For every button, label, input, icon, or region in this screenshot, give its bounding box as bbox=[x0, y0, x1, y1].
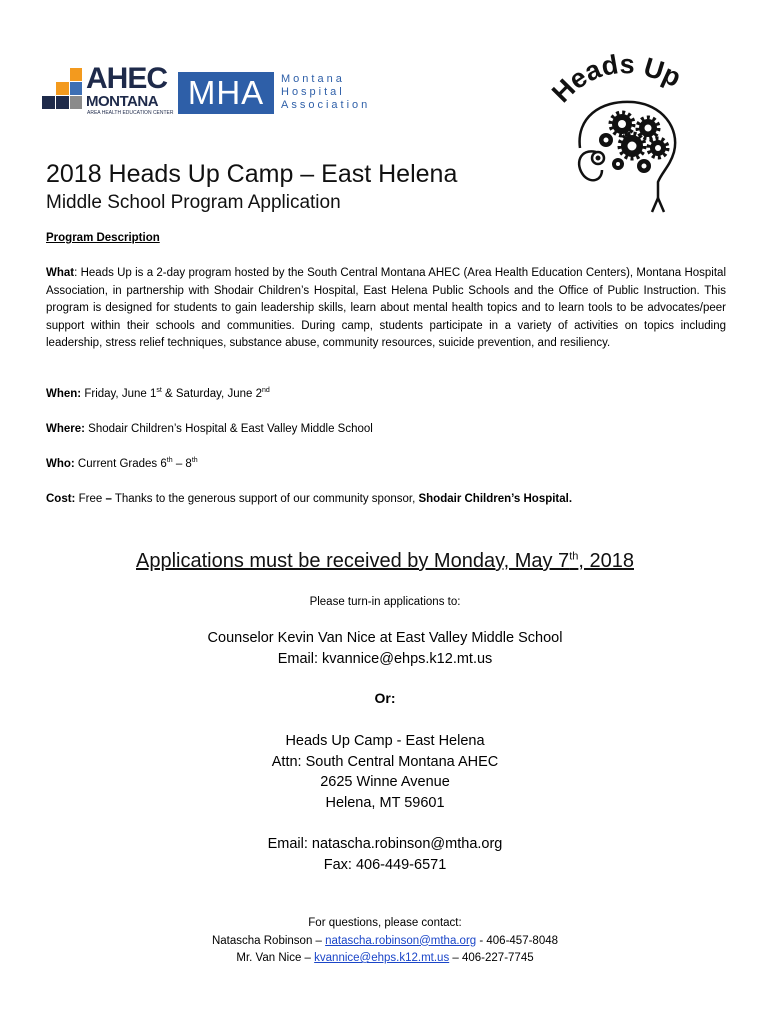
ahec-fax: Fax: 406-449-6571 bbox=[323, 856, 447, 873]
deadline-sup: th bbox=[569, 550, 579, 563]
who-text: – 8 bbox=[172, 458, 192, 470]
turn-in-instructions: Please turn-in applications to: bbox=[309, 596, 461, 608]
contact-phone: - 406-457-8048 bbox=[476, 934, 559, 947]
cost-dash: – bbox=[105, 493, 112, 505]
ahec-montana-logo bbox=[40, 62, 180, 118]
what-paragraph bbox=[46, 265, 726, 353]
page-subtitle: Middle School Program Application bbox=[46, 192, 341, 213]
cost-label: Cost: bbox=[46, 493, 76, 505]
cost-sponsor: Shodair Children’s Hospital. bbox=[418, 493, 573, 505]
questions-contacts bbox=[0, 915, 770, 968]
page-title: 2018 Heads Up Camp – East Helena bbox=[46, 160, 458, 188]
who-line bbox=[46, 456, 198, 474]
deadline-text: , 2018 bbox=[578, 550, 634, 572]
cost-text: Free bbox=[75, 493, 106, 505]
ahec-logo-state: MONTANA bbox=[86, 93, 159, 110]
when-label: When: bbox=[46, 388, 82, 400]
mha-logo-line: Association bbox=[281, 99, 371, 111]
contact-phone: – 406-227-7745 bbox=[449, 952, 534, 964]
heads-up-logo bbox=[540, 48, 700, 228]
address-line: Heads Up Camp - East Helena bbox=[285, 733, 485, 749]
mha-logo-text bbox=[281, 73, 370, 112]
address-line: Attn: South Central Montana AHEC bbox=[271, 753, 499, 770]
where-line bbox=[46, 421, 373, 439]
when-text: & Saturday, June 2 bbox=[161, 388, 262, 400]
where-label: Where: bbox=[46, 423, 85, 435]
svg-text:Heads Up bbox=[546, 49, 686, 108]
where-text: Shodair Children’s Hospital & East Valley Middle School bbox=[84, 423, 373, 435]
heads-up-logo-text: Heads Up bbox=[546, 49, 686, 109]
contact-line-van-nice bbox=[0, 950, 770, 968]
robinson-email-link[interactable]: natascha.robinson@mtha.org bbox=[325, 934, 477, 947]
ahec-logo-word: AHEC bbox=[86, 62, 168, 95]
when-sup: nd bbox=[261, 387, 270, 395]
questions-heading: For questions, please contact: bbox=[308, 917, 462, 929]
program-description-heading: Program Description bbox=[46, 232, 160, 244]
mailing-address bbox=[0, 731, 770, 813]
van-nice-email-link[interactable]: kvannice@ehps.k12.mt.us bbox=[314, 952, 450, 964]
mha-logo-line: Montana bbox=[281, 73, 345, 85]
mha-logo-box: MHA bbox=[178, 72, 274, 114]
counselor-email: Email: kvannice@ehps.k12.mt.us bbox=[277, 650, 493, 667]
ahec-email: Email: natascha.robinson@mtha.org bbox=[267, 836, 503, 852]
cost-line bbox=[46, 491, 572, 509]
counselor-name: Counselor Kevin Van Nice at East Valley Middle School bbox=[207, 630, 563, 646]
contact-name: Natascha Robinson – bbox=[211, 934, 326, 947]
who-sup: th bbox=[166, 457, 173, 465]
mha-logo-line: Hospital bbox=[281, 86, 345, 98]
what-label: What bbox=[46, 267, 75, 279]
who-sup: th bbox=[191, 457, 198, 465]
ahec-contact bbox=[0, 834, 770, 875]
ahec-logo-tagline: AREA HEALTH EDUCATION CENTER bbox=[87, 110, 174, 116]
counselor-contact bbox=[0, 628, 770, 669]
who-label: Who: bbox=[46, 458, 75, 470]
contact-line-robinson bbox=[0, 933, 770, 951]
when-text: Friday, June 1 bbox=[81, 388, 157, 400]
address-line: 2625 Winne Avenue bbox=[320, 774, 450, 790]
who-text: Current Grades 6 bbox=[74, 458, 167, 470]
or-separator: Or: bbox=[374, 690, 396, 706]
contact-name: Mr. Van Nice – bbox=[236, 952, 315, 964]
when-line bbox=[46, 386, 270, 404]
when-sup: st bbox=[156, 387, 162, 395]
what-text: : Heads Up is a 2-day program hosted by the South Central Montana AHEC (Area Health Education Centers), Montana Hospital Association, in partnership with Shodair Children’s Hospital, East Helena Public Schools and the Office of Public Instruction. This program is designed for students to gain leadership skills, learn about mental health topics and to learn tools to be advocates/peer support within their schools and communities. During camp, students participate in a variety of activities on topics including leadership, stress relief techniques, substance abuse, community resources, suicide prevention, and resiliency. bbox=[46, 267, 726, 350]
address-line: Helena, MT 59601 bbox=[325, 794, 445, 811]
deadline-text: Applications must be received by Monday, May 7 bbox=[136, 550, 570, 572]
cost-text: Thanks to the generous support of our community sponsor, bbox=[111, 493, 419, 505]
application-deadline bbox=[0, 550, 770, 573]
